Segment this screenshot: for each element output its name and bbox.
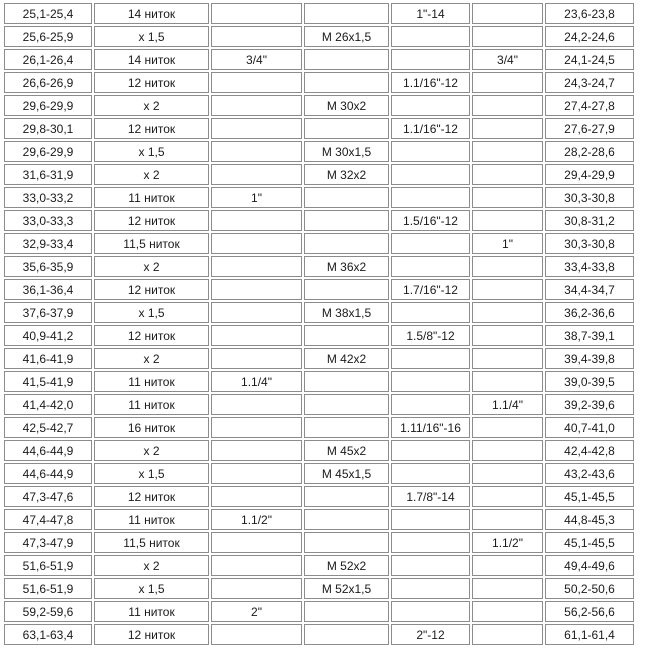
- pipe-thread-cell: 1.1/4": [211, 371, 302, 392]
- inner-diameter-cell: 61,1-61,4: [545, 624, 634, 645]
- table-row: [4, 187, 634, 208]
- thread-pitch-cell: 11 ниток: [94, 187, 209, 208]
- pipe-thread-cell: [211, 394, 302, 415]
- table-row: [4, 210, 634, 231]
- outer-diameter-cell: 33,0-33,2: [4, 187, 92, 208]
- outer-diameter-cell: 25,1-25,4: [4, 3, 92, 24]
- inner-diameter-cell: 30,8-31,2: [545, 210, 634, 231]
- table-row: [4, 371, 634, 392]
- metric-thread-cell: [304, 3, 389, 24]
- npt-thread-cell: 1": [472, 233, 543, 254]
- outer-diameter-cell: 51,6-51,9: [4, 578, 92, 599]
- table-row: [4, 532, 634, 553]
- table-row: [4, 233, 634, 254]
- unf-thread-cell: 1.5/16"-12: [391, 210, 470, 231]
- npt-thread-cell: [472, 578, 543, 599]
- outer-diameter-cell: 41,5-41,9: [4, 371, 92, 392]
- thread-pitch-cell: x 2: [94, 440, 209, 461]
- metric-thread-cell: [304, 210, 389, 231]
- npt-thread-cell: [472, 72, 543, 93]
- pipe-thread-cell: [211, 164, 302, 185]
- npt-thread-cell: 3/4": [472, 49, 543, 70]
- thread-pitch-cell: x 2: [94, 555, 209, 576]
- inner-diameter-cell: 24,3-24,7: [545, 72, 634, 93]
- table-row: [4, 486, 634, 507]
- pipe-thread-cell: [211, 417, 302, 438]
- table-row: [4, 95, 634, 116]
- table-row: [4, 72, 634, 93]
- unf-thread-cell: [391, 95, 470, 116]
- thread-pitch-cell: 12 ниток: [94, 486, 209, 507]
- table-row: [4, 141, 634, 162]
- thread-pitch-cell: 11,5 ниток: [94, 233, 209, 254]
- inner-diameter-cell: 24,1-24,5: [545, 49, 634, 70]
- npt-thread-cell: [472, 417, 543, 438]
- thread-pitch-cell: x 2: [94, 256, 209, 277]
- inner-diameter-cell: 38,7-39,1: [545, 325, 634, 346]
- metric-thread-cell: [304, 279, 389, 300]
- outer-diameter-cell: 29,6-29,9: [4, 141, 92, 162]
- unf-thread-cell: [391, 440, 470, 461]
- npt-thread-cell: [472, 348, 543, 369]
- unf-thread-cell: [391, 164, 470, 185]
- thread-pitch-cell: x 1,5: [94, 302, 209, 323]
- table-row: [4, 348, 634, 369]
- thread-table-body: [4, 3, 634, 645]
- table-row: [4, 601, 634, 622]
- unf-thread-cell: 1.7/16"-12: [391, 279, 470, 300]
- inner-diameter-cell: 33,4-33,8: [545, 256, 634, 277]
- metric-thread-cell: M 32x2: [304, 164, 389, 185]
- pipe-thread-cell: [211, 325, 302, 346]
- npt-thread-cell: [472, 371, 543, 392]
- table-row: [4, 118, 634, 139]
- table-row: [4, 509, 634, 530]
- thread-pitch-cell: 14 ниток: [94, 49, 209, 70]
- thread-pitch-cell: x 1,5: [94, 578, 209, 599]
- pipe-thread-cell: 1.1/2": [211, 509, 302, 530]
- thread-pitch-cell: x 1,5: [94, 26, 209, 47]
- unf-thread-cell: [391, 578, 470, 599]
- outer-diameter-cell: 63,1-63,4: [4, 624, 92, 645]
- pipe-thread-cell: [211, 279, 302, 300]
- thread-pitch-cell: 11 ниток: [94, 394, 209, 415]
- outer-diameter-cell: 26,6-26,9: [4, 72, 92, 93]
- unf-thread-cell: [391, 141, 470, 162]
- inner-diameter-cell: 50,2-50,6: [545, 578, 634, 599]
- thread-pitch-cell: 12 ниток: [94, 72, 209, 93]
- metric-thread-cell: [304, 233, 389, 254]
- npt-thread-cell: [472, 118, 543, 139]
- inner-diameter-cell: 39,2-39,6: [545, 394, 634, 415]
- metric-thread-cell: M 30x2: [304, 95, 389, 116]
- inner-diameter-cell: 45,1-45,5: [545, 486, 634, 507]
- pipe-thread-cell: [211, 3, 302, 24]
- npt-thread-cell: [472, 256, 543, 277]
- thread-pitch-cell: 14 ниток: [94, 3, 209, 24]
- metric-thread-cell: [304, 624, 389, 645]
- pipe-thread-cell: [211, 578, 302, 599]
- table-row: [4, 26, 634, 47]
- unf-thread-cell: 1"-14: [391, 3, 470, 24]
- unf-thread-cell: [391, 371, 470, 392]
- unf-thread-cell: 1.5/8"-12: [391, 325, 470, 346]
- outer-diameter-cell: 59,2-59,6: [4, 601, 92, 622]
- inner-diameter-cell: 27,4-27,8: [545, 95, 634, 116]
- npt-thread-cell: [472, 164, 543, 185]
- outer-diameter-cell: 32,9-33,4: [4, 233, 92, 254]
- npt-thread-cell: [472, 325, 543, 346]
- outer-diameter-cell: 33,0-33,3: [4, 210, 92, 231]
- npt-thread-cell: [472, 601, 543, 622]
- table-row: [4, 279, 634, 300]
- metric-thread-cell: M 36x2: [304, 256, 389, 277]
- thread-size-table: [2, 1, 636, 647]
- unf-thread-cell: 1.7/8"-14: [391, 486, 470, 507]
- thread-pitch-cell: 12 ниток: [94, 118, 209, 139]
- metric-thread-cell: [304, 509, 389, 530]
- inner-diameter-cell: 45,1-45,5: [545, 532, 634, 553]
- table-row: [4, 164, 634, 185]
- thread-pitch-cell: x 1,5: [94, 141, 209, 162]
- table-row: [4, 555, 634, 576]
- inner-diameter-cell: 42,4-42,8: [545, 440, 634, 461]
- unf-thread-cell: 1.11/16"-16: [391, 417, 470, 438]
- table-row: [4, 417, 634, 438]
- pipe-thread-cell: [211, 26, 302, 47]
- thread-pitch-cell: 11 ниток: [94, 601, 209, 622]
- pipe-thread-cell: [211, 210, 302, 231]
- table-row: [4, 463, 634, 484]
- inner-diameter-cell: 23,6-23,8: [545, 3, 634, 24]
- pipe-thread-cell: 3/4": [211, 49, 302, 70]
- metric-thread-cell: M 45x2: [304, 440, 389, 461]
- unf-thread-cell: 1.1/16"-12: [391, 118, 470, 139]
- table-row: [4, 302, 634, 323]
- pipe-thread-cell: [211, 95, 302, 116]
- metric-thread-cell: [304, 49, 389, 70]
- unf-thread-cell: [391, 187, 470, 208]
- unf-thread-cell: [391, 26, 470, 47]
- metric-thread-cell: [304, 118, 389, 139]
- npt-thread-cell: [472, 440, 543, 461]
- thread-pitch-cell: 11,5 ниток: [94, 532, 209, 553]
- npt-thread-cell: [472, 95, 543, 116]
- pipe-thread-cell: [211, 141, 302, 162]
- npt-thread-cell: [472, 463, 543, 484]
- table-row: [4, 325, 634, 346]
- inner-diameter-cell: 56,2-56,6: [545, 601, 634, 622]
- inner-diameter-cell: 44,8-45,3: [545, 509, 634, 530]
- table-row: [4, 440, 634, 461]
- inner-diameter-cell: 30,3-30,8: [545, 233, 634, 254]
- outer-diameter-cell: 37,6-37,9: [4, 302, 92, 323]
- metric-thread-cell: [304, 601, 389, 622]
- metric-thread-cell: [304, 486, 389, 507]
- metric-thread-cell: [304, 371, 389, 392]
- unf-thread-cell: [391, 601, 470, 622]
- npt-thread-cell: [472, 486, 543, 507]
- unf-thread-cell: [391, 532, 470, 553]
- table-row: [4, 394, 634, 415]
- metric-thread-cell: M 30x1,5: [304, 141, 389, 162]
- unf-thread-cell: [391, 555, 470, 576]
- outer-diameter-cell: 51,6-51,9: [4, 555, 92, 576]
- npt-thread-cell: [472, 509, 543, 530]
- inner-diameter-cell: 49,4-49,6: [545, 555, 634, 576]
- unf-thread-cell: [391, 233, 470, 254]
- metric-thread-cell: M 52x1,5: [304, 578, 389, 599]
- npt-thread-cell: 1.1/4": [472, 394, 543, 415]
- inner-diameter-cell: 40,7-41,0: [545, 417, 634, 438]
- table-row: [4, 578, 634, 599]
- pipe-thread-cell: [211, 233, 302, 254]
- table-row: [4, 624, 634, 645]
- pipe-thread-cell: 2": [211, 601, 302, 622]
- outer-diameter-cell: 26,1-26,4: [4, 49, 92, 70]
- outer-diameter-cell: 42,5-42,7: [4, 417, 92, 438]
- metric-thread-cell: [304, 187, 389, 208]
- unf-thread-cell: [391, 49, 470, 70]
- outer-diameter-cell: 44,6-44,9: [4, 463, 92, 484]
- inner-diameter-cell: 39,0-39,5: [545, 371, 634, 392]
- npt-thread-cell: [472, 187, 543, 208]
- npt-thread-cell: [472, 279, 543, 300]
- npt-thread-cell: [472, 210, 543, 231]
- table-row: [4, 49, 634, 70]
- metric-thread-cell: [304, 532, 389, 553]
- pipe-thread-cell: [211, 118, 302, 139]
- thread-pitch-cell: 16 ниток: [94, 417, 209, 438]
- outer-diameter-cell: 31,6-31,9: [4, 164, 92, 185]
- inner-diameter-cell: 36,2-36,6: [545, 302, 634, 323]
- pipe-thread-cell: [211, 532, 302, 553]
- pipe-thread-cell: [211, 302, 302, 323]
- pipe-thread-cell: 1": [211, 187, 302, 208]
- npt-thread-cell: [472, 26, 543, 47]
- metric-thread-cell: [304, 394, 389, 415]
- outer-diameter-cell: 25,6-25,9: [4, 26, 92, 47]
- thread-pitch-cell: 11 ниток: [94, 509, 209, 530]
- metric-thread-cell: M 26x1,5: [304, 26, 389, 47]
- metric-thread-cell: [304, 72, 389, 93]
- outer-diameter-cell: 41,6-41,9: [4, 348, 92, 369]
- inner-diameter-cell: 39,4-39,8: [545, 348, 634, 369]
- pipe-thread-cell: [211, 486, 302, 507]
- pipe-thread-cell: [211, 72, 302, 93]
- pipe-thread-cell: [211, 348, 302, 369]
- table-row: [4, 256, 634, 277]
- metric-thread-cell: [304, 417, 389, 438]
- npt-thread-cell: [472, 624, 543, 645]
- inner-diameter-cell: 24,2-24,6: [545, 26, 634, 47]
- outer-diameter-cell: 40,9-41,2: [4, 325, 92, 346]
- inner-diameter-cell: 27,6-27,9: [545, 118, 634, 139]
- npt-thread-cell: [472, 141, 543, 162]
- inner-diameter-cell: 34,4-34,7: [545, 279, 634, 300]
- pipe-thread-cell: [211, 440, 302, 461]
- npt-thread-cell: [472, 3, 543, 24]
- unf-thread-cell: [391, 348, 470, 369]
- outer-diameter-cell: 44,6-44,9: [4, 440, 92, 461]
- thread-pitch-cell: 12 ниток: [94, 210, 209, 231]
- thread-pitch-cell: 12 ниток: [94, 325, 209, 346]
- metric-thread-cell: [304, 325, 389, 346]
- unf-thread-cell: 2"-12: [391, 624, 470, 645]
- npt-thread-cell: [472, 302, 543, 323]
- metric-thread-cell: M 45x1,5: [304, 463, 389, 484]
- unf-thread-cell: [391, 509, 470, 530]
- unf-thread-cell: [391, 463, 470, 484]
- thread-pitch-cell: 12 ниток: [94, 624, 209, 645]
- outer-diameter-cell: 47,4-47,8: [4, 509, 92, 530]
- unf-thread-cell: [391, 256, 470, 277]
- thread-pitch-cell: x 2: [94, 348, 209, 369]
- unf-thread-cell: [391, 394, 470, 415]
- inner-diameter-cell: 43,2-43,6: [545, 463, 634, 484]
- pipe-thread-cell: [211, 624, 302, 645]
- inner-diameter-cell: 28,2-28,6: [545, 141, 634, 162]
- outer-diameter-cell: 29,8-30,1: [4, 118, 92, 139]
- outer-diameter-cell: 47,3-47,9: [4, 532, 92, 553]
- thread-pitch-cell: 11 ниток: [94, 371, 209, 392]
- npt-thread-cell: [472, 555, 543, 576]
- metric-thread-cell: M 38x1,5: [304, 302, 389, 323]
- metric-thread-cell: M 42x2: [304, 348, 389, 369]
- pipe-thread-cell: [211, 463, 302, 484]
- unf-thread-cell: 1.1/16"-12: [391, 72, 470, 93]
- thread-pitch-cell: 12 ниток: [94, 279, 209, 300]
- thread-pitch-cell: x 1,5: [94, 463, 209, 484]
- unf-thread-cell: [391, 302, 470, 323]
- pipe-thread-cell: [211, 256, 302, 277]
- table-row: [4, 3, 634, 24]
- outer-diameter-cell: 41,4-42,0: [4, 394, 92, 415]
- inner-diameter-cell: 29,4-29,9: [545, 164, 634, 185]
- thread-pitch-cell: x 2: [94, 95, 209, 116]
- outer-diameter-cell: 35,6-35,9: [4, 256, 92, 277]
- inner-diameter-cell: 30,3-30,8: [545, 187, 634, 208]
- metric-thread-cell: M 52x2: [304, 555, 389, 576]
- outer-diameter-cell: 47,3-47,6: [4, 486, 92, 507]
- pipe-thread-cell: [211, 555, 302, 576]
- outer-diameter-cell: 29,6-29,9: [4, 95, 92, 116]
- npt-thread-cell: 1.1/2": [472, 532, 543, 553]
- outer-diameter-cell: 36,1-36,4: [4, 279, 92, 300]
- thread-pitch-cell: x 2: [94, 164, 209, 185]
